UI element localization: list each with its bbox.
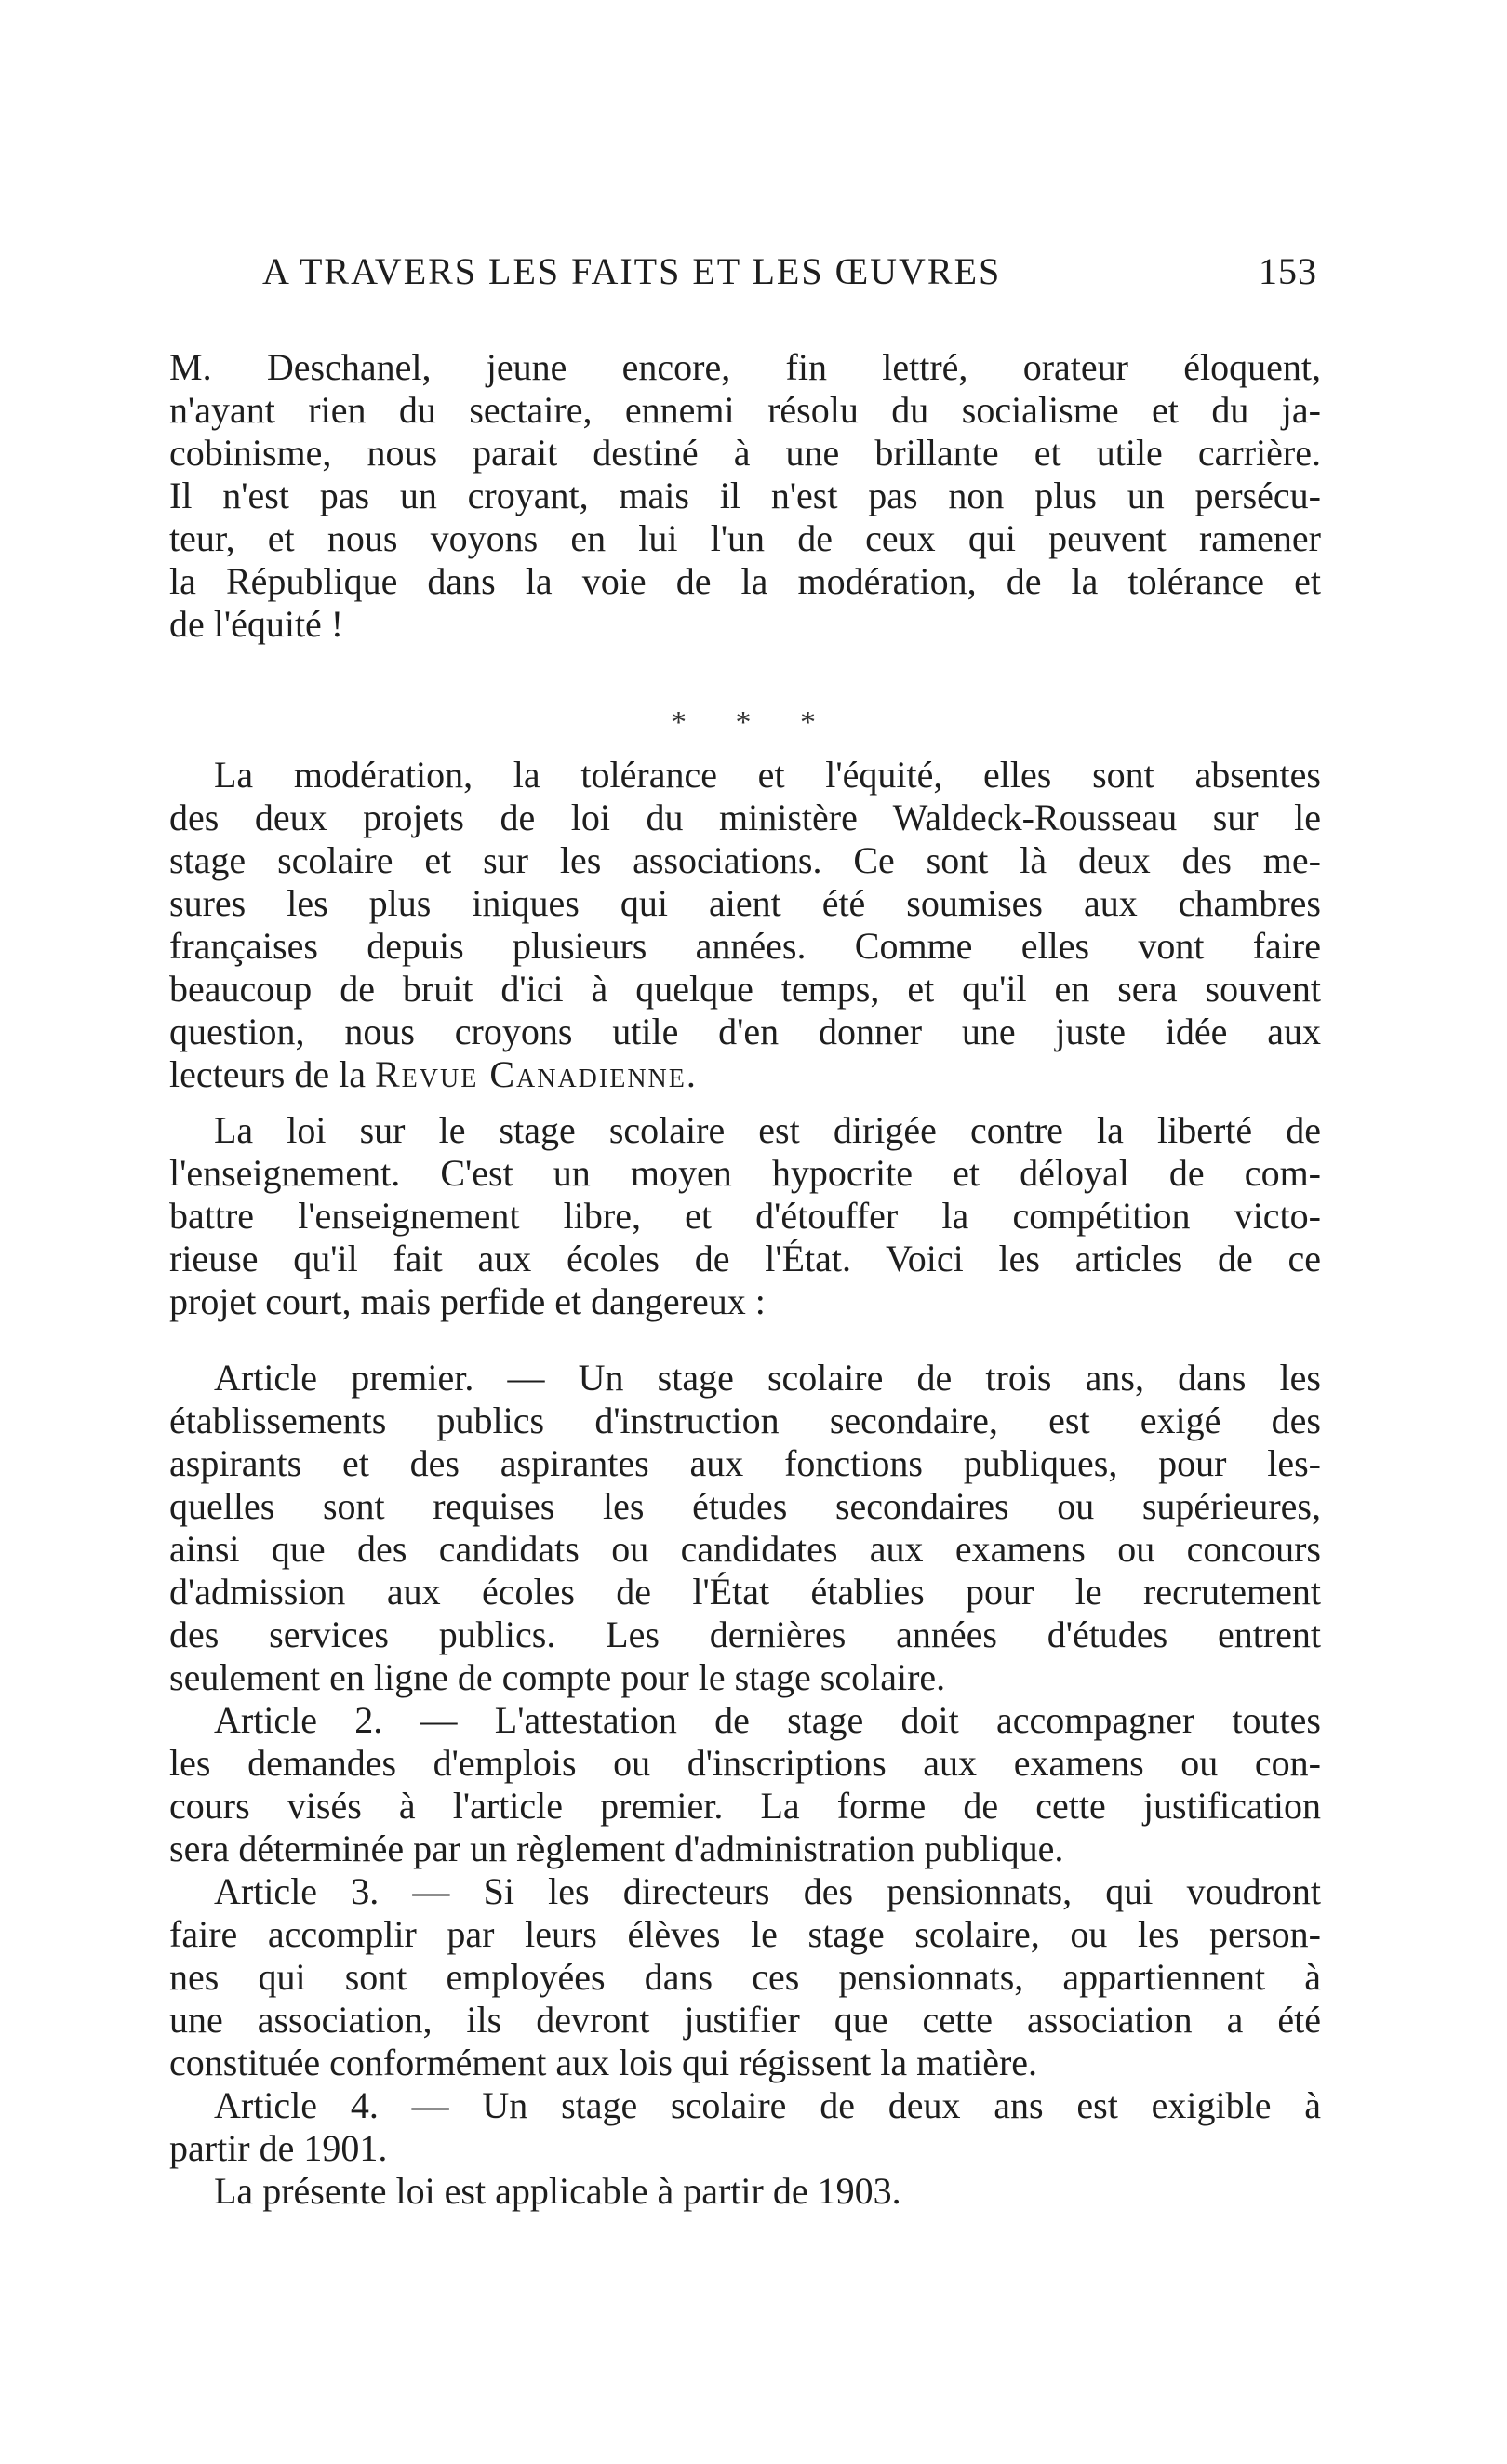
text-line: seulement en ligne de compte pour le stage scolaire. [169,1656,946,1698]
text-line: beaucoup de bruit d'ici à quelque temps, et qu'il en sera souvent [169,968,1321,1010]
article-4 [169,2084,1321,2170]
running-head-title: A TRAVERS LES FAITS ET LES ŒUVRES [262,250,1002,292]
text-line: cobinisme, nous parait destiné à une brillante et utile carrière. [169,432,1321,474]
text-line: d'admission aux écoles de l'État établies pour le recrutement [169,1571,1321,1613]
text-line: constituée conformément aux lois qui régissent la matière. [169,2042,1038,2083]
text-line: nes qui sont employées dans ces pensionnats, appartiennent à [169,1956,1321,1998]
text-line: françaises depuis plusieurs années. Comme elles vont faire [169,925,1321,967]
text-line: la République dans la voie de la modération, de la tolérance et [169,560,1321,602]
paragraph-stage-scolaire [169,1109,1321,1323]
text-line: faire accomplir par leurs élèves le stage scolaire, ou les person- [169,1913,1321,1955]
text-line: partir de 1901. [169,2127,388,2169]
paragraph-deschanel [169,346,1321,646]
text-line: La loi sur le stage scolaire est dirigée contre la liberté de [214,1109,1321,1151]
text-line: sures les plus iniques qui aient été soumises aux chambres [169,882,1321,924]
text-line: battre l'enseignement libre, et d'étouffer la compétition victo- [169,1195,1321,1237]
text-line: La modération, la tolérance et l'équité, elles sont absentes [214,754,1321,796]
text-line: stage scolaire et sur les associations. Ce sont là deux des me- [169,839,1321,881]
article-3 [169,1870,1321,2084]
page-number: 153 [1259,250,1317,292]
text-line: question, nous croyons utile d'en donner une juste idée aux [169,1011,1321,1052]
text-line: Article 3. — Si les directeurs des pensionnats, qui voudront [214,1870,1321,1912]
final-provision [169,2170,1321,2213]
text-line: Article premier. — Un stage scolaire de trois ans, dans les [214,1357,1321,1399]
text-line: teur, et nous voyons en lui l'un de ceux qui peuvent ramener [169,517,1321,559]
text-line: M. Deschanel, jeune encore, fin lettré, orateur éloquent, [169,346,1321,388]
section-separator: * * * [671,705,836,740]
text-line: ainsi que des candidats ou candidates aux examens ou concours [169,1528,1321,1570]
running-head [251,249,1317,301]
text-line: des deux projets de loi du ministère Waldeck-Rousseau sur le [169,797,1321,838]
text-line [169,1053,1321,1096]
text-line: sera déterminée par un règlement d'administration publique. [169,1828,1064,1869]
text-line: quelles sont requises les études secondaires ou supérieures, [169,1485,1321,1527]
text-line: les demandes d'emplois ou d'inscriptions aux examens ou con- [169,1742,1321,1784]
article-1 [169,1357,1321,1699]
journal-title: Revue Canadienne [375,1053,687,1095]
text-line: rieuse qu'il fait aux écoles de l'État. Voici les articles de ce [169,1238,1321,1279]
text-line: cours visés à l'article premier. La forme de cette justification [169,1785,1321,1827]
text-fragment: . [686,1053,696,1095]
text-fragment: lecteurs de la [169,1053,375,1095]
text-line: aspirants et des aspirantes aux fonctions publiques, pour les- [169,1442,1321,1484]
text-line: Article 2. — L'attestation de stage doit accompagner toutes [214,1699,1321,1741]
text-line: Il n'est pas un croyant, mais il n'est pas non plus un persécu- [169,475,1321,516]
text-line: l'enseignement. C'est un moyen hypocrite et déloyal de com- [169,1152,1321,1194]
paragraph-projets-de-loi [169,754,1321,1096]
text-line: n'ayant rien du sectaire, ennemi résolu du socialisme et du ja- [169,389,1321,431]
text-line: projet court, mais perfide et dangereux : [169,1280,766,1322]
article-2 [169,1699,1321,1870]
text-line: établissements publics d'instruction secondaire, est exigé des [169,1399,1321,1441]
text-line: des services publics. Les dernières années d'études entrent [169,1614,1321,1655]
text-line: Article 4. — Un stage scolaire de deux ans est exigible à [214,2084,1321,2126]
text-line: une association, ils devront justifier que cette association a été [169,1999,1321,2041]
text-line: La présente loi est applicable à partir de 1903. [214,2170,901,2212]
text-line: de l'équité ! [169,603,344,645]
